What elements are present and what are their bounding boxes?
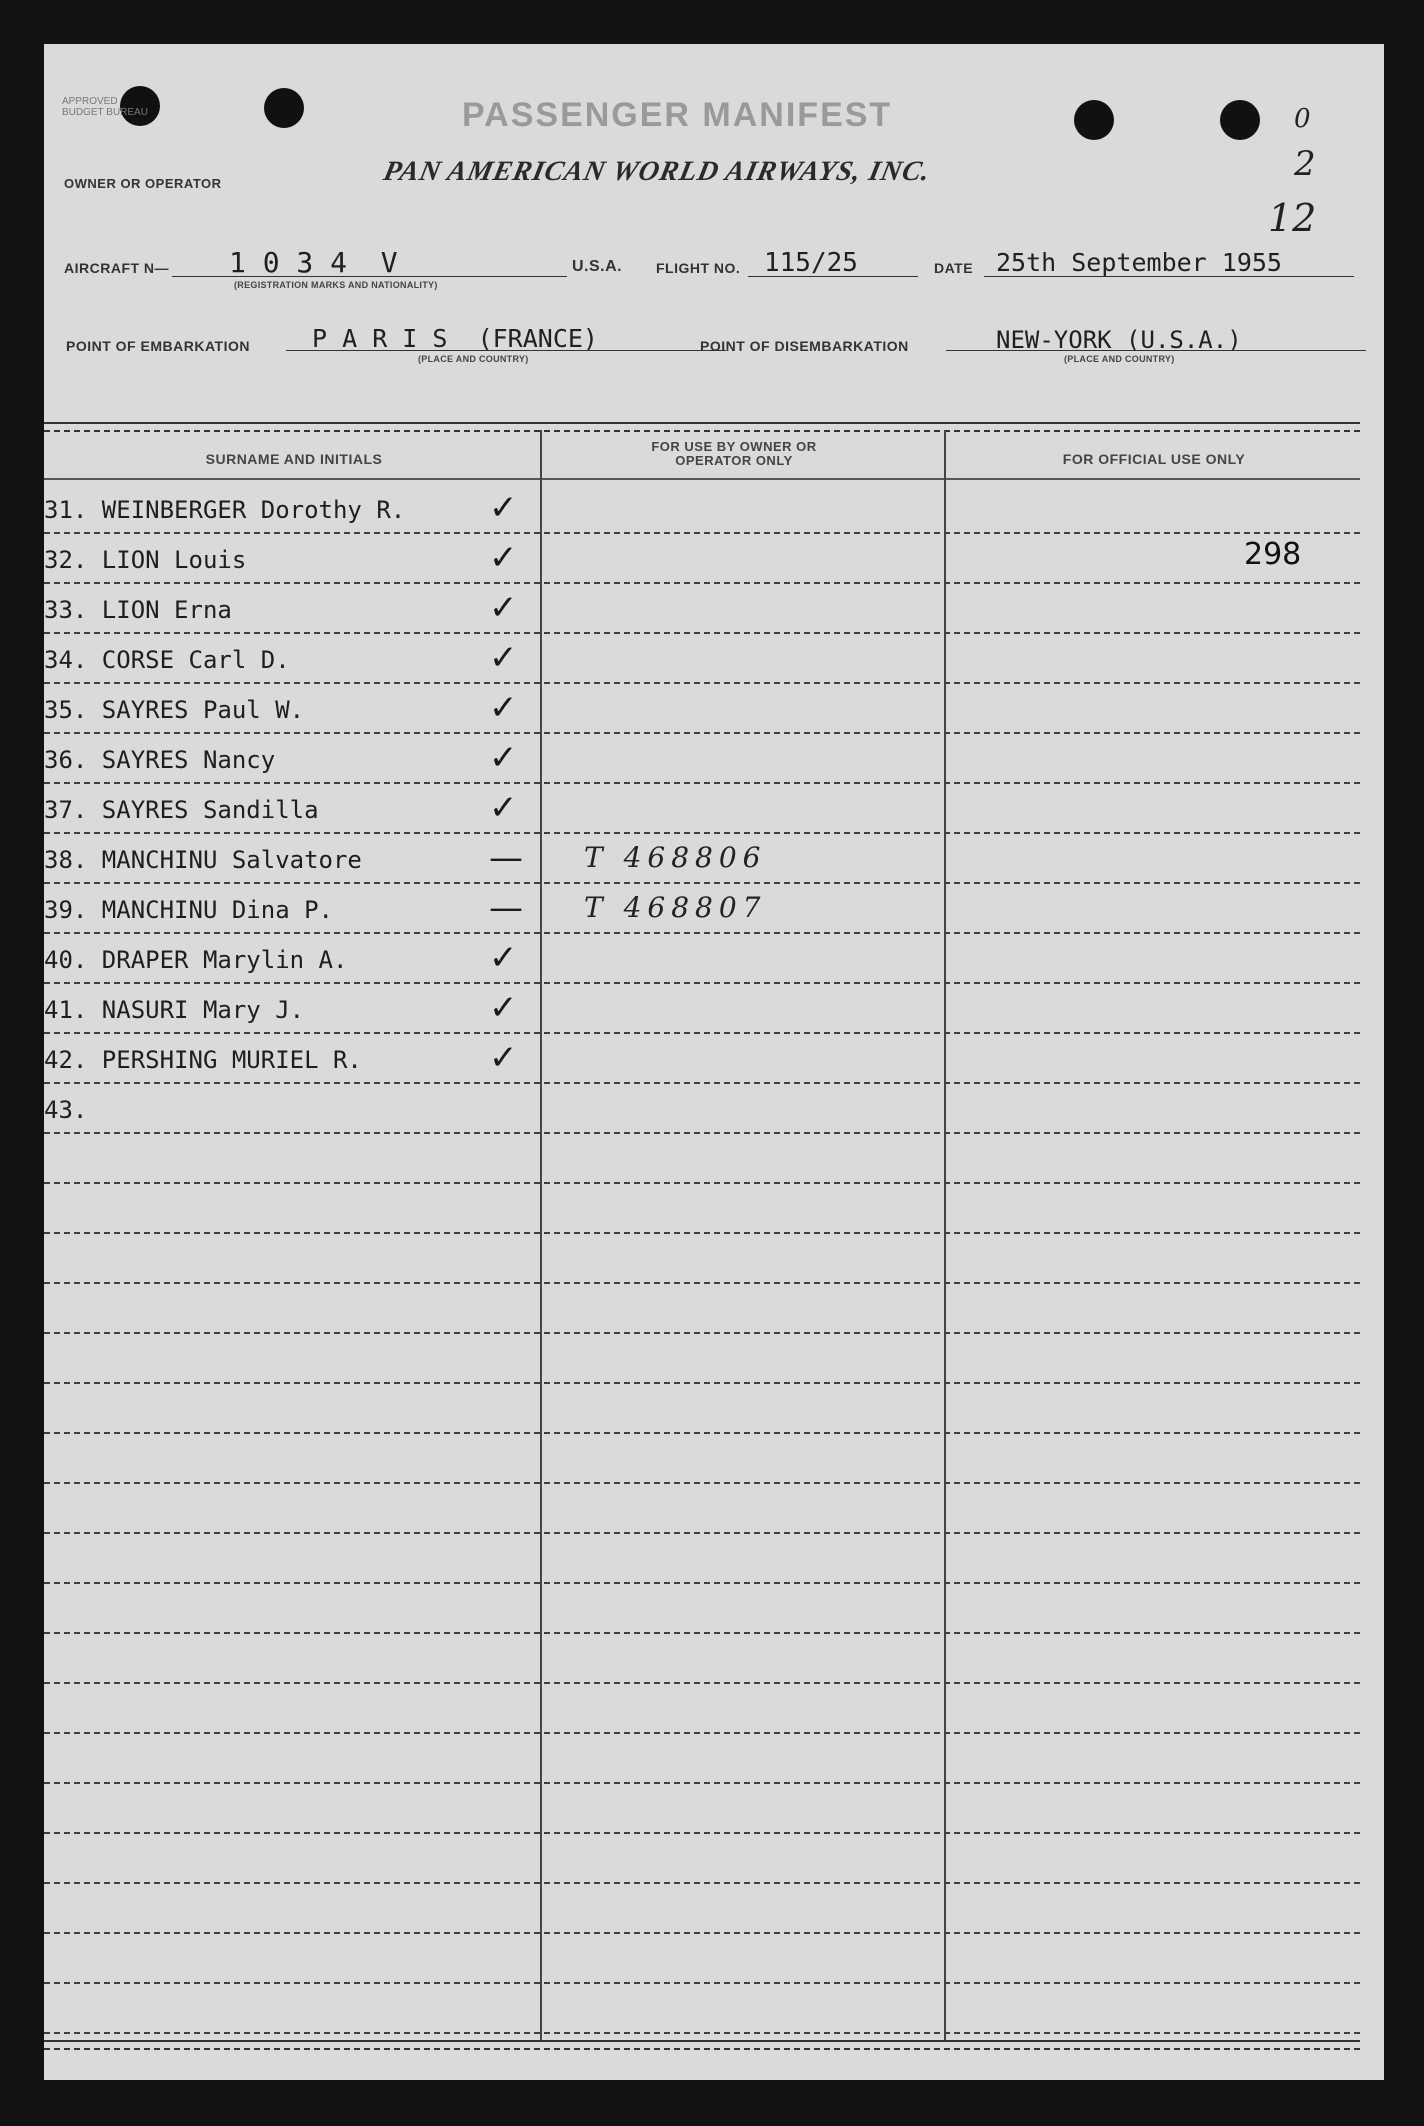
date-value: 25th September 1955 [996,248,1282,277]
embarkation-value: P A R I S (FRANCE) [312,324,598,353]
check-mark: ✓ [489,738,518,778]
col-owner-header: FOR USE BY OWNER OR OPERATOR ONLY [651,439,817,468]
table-row [44,984,1360,1034]
embarkation-underline [286,350,726,351]
passenger-name: 39. MANCHINU Dina P. [44,896,333,924]
owner-label: OWNER OR OPERATOR [64,176,222,191]
table-row [44,1334,1360,1384]
passenger-name: 35. SAYRES Paul W. [44,696,305,724]
date-label: DATE [934,260,974,276]
table-bottom-rule [44,2040,1360,2050]
flight-underline [748,276,918,277]
col-surname-header: SURNAME AND INITIALS [205,451,383,467]
aircraft-underline [172,276,567,277]
table-row [44,884,1360,934]
approval-stamp: APPROVED BUDGET BUREAU [62,96,148,118]
passenger-name: 43. [44,1096,88,1124]
table-row [44,1234,1360,1284]
table-row [44,1384,1360,1434]
check-mark: ✓ [489,638,518,678]
table-row [44,784,1360,834]
table-row [44,1834,1360,1884]
embarkation-label: POINT OF EMBARKATION [66,338,250,354]
aircraft-label: AIRCRAFT N— [64,260,170,276]
passenger-name: 36. SAYRES Nancy [44,746,276,774]
form-title: PASSENGER MANIFEST [462,96,893,134]
disembarkation-label: POINT OF DISEMBARKATION [700,338,909,354]
punch-hole [264,88,304,128]
corner-mark-12: 12 [1268,196,1317,240]
table-row [44,1634,1360,1684]
owner-ticket-number: T 468806 [584,841,767,874]
table-row [44,734,1360,784]
table-row [44,1934,1360,1984]
check-mark: ✓ [489,588,518,628]
table-row [44,1284,1360,1334]
table-row [44,1884,1360,1934]
passenger-name: 33. LION Erna [44,596,232,624]
flight-value: 115/25 [764,248,858,278]
date-underline [984,276,1354,277]
table-row [44,934,1360,984]
table-row [44,1084,1360,1134]
table-row [44,1984,1360,2034]
table-row [44,1484,1360,1534]
table-row [44,1184,1360,1234]
table-row [44,1784,1360,1834]
passenger-name: 41. NASURI Mary J. [44,996,305,1024]
check-mark: ✓ [489,938,518,978]
corner-mark-2: 2 [1294,144,1316,184]
col-official-header: FOR OFFICIAL USE ONLY [1062,451,1246,467]
check-mark: ✓ [489,538,518,578]
flight-label: FLIGHT NO. [656,260,741,276]
check-mark: ✓ [489,688,518,728]
table-row [44,534,1360,584]
table-row [44,1584,1360,1634]
table-row [44,834,1360,884]
punch-hole [1074,100,1114,140]
punch-hole [1220,100,1260,140]
table-row [44,634,1360,684]
table-row [44,1434,1360,1484]
disembarkation-value: NEW-YORK (U.S.A.) [996,326,1242,354]
passenger-name: 34. CORSE Carl D. [44,646,290,674]
table-row [44,684,1360,734]
company-name: PAN AMERICAN WORLD AIRWAYS, INC. [380,156,934,187]
row-rule [44,2032,1360,2034]
table-row [44,1134,1360,1184]
passenger-name: 40. DRAPER Marylin A. [44,946,348,974]
check-mark: — [489,838,523,878]
table-row [44,584,1360,634]
owner-ticket-number: T 468807 [584,891,767,924]
corner-mark-0: 0 [1294,104,1311,134]
check-mark: ✓ [489,488,518,528]
passenger-name: 42. PERSHING MURIEL R. [44,1046,362,1074]
manifest-sheet [44,44,1384,2080]
check-mark: ✓ [489,1038,518,1078]
table-row [44,484,1360,534]
table-row [44,1734,1360,1784]
embarkation-sublabel: (PLACE AND COUNTRY) [418,354,529,364]
table-row [44,1684,1360,1734]
aircraft-value: 1 0 3 4 V [229,246,398,279]
table-row [44,1534,1360,1584]
check-mark: — [489,888,523,928]
passenger-name: 32. LION Louis [44,546,247,574]
table-top-rule [44,422,1360,432]
usa-label: U.S.A. [572,258,623,275]
table-row [44,1034,1360,1084]
passenger-name: 38. MANCHINU Salvatore [44,846,362,874]
registration-sublabel: (REGISTRATION MARKS AND NATIONALITY) [234,280,438,290]
check-mark: ✓ [489,988,518,1028]
disembarkation-underline [946,350,1366,351]
header-bottom-rule [44,478,1360,480]
check-mark: ✓ [489,788,518,828]
official-number: 298 [1244,537,1302,572]
disembarkation-sublabel: (PLACE AND COUNTRY) [1064,354,1175,364]
passenger-name: 31. WEINBERGER Dorothy R. [44,496,406,524]
passenger-name: 37. SAYRES Sandilla [44,796,319,824]
